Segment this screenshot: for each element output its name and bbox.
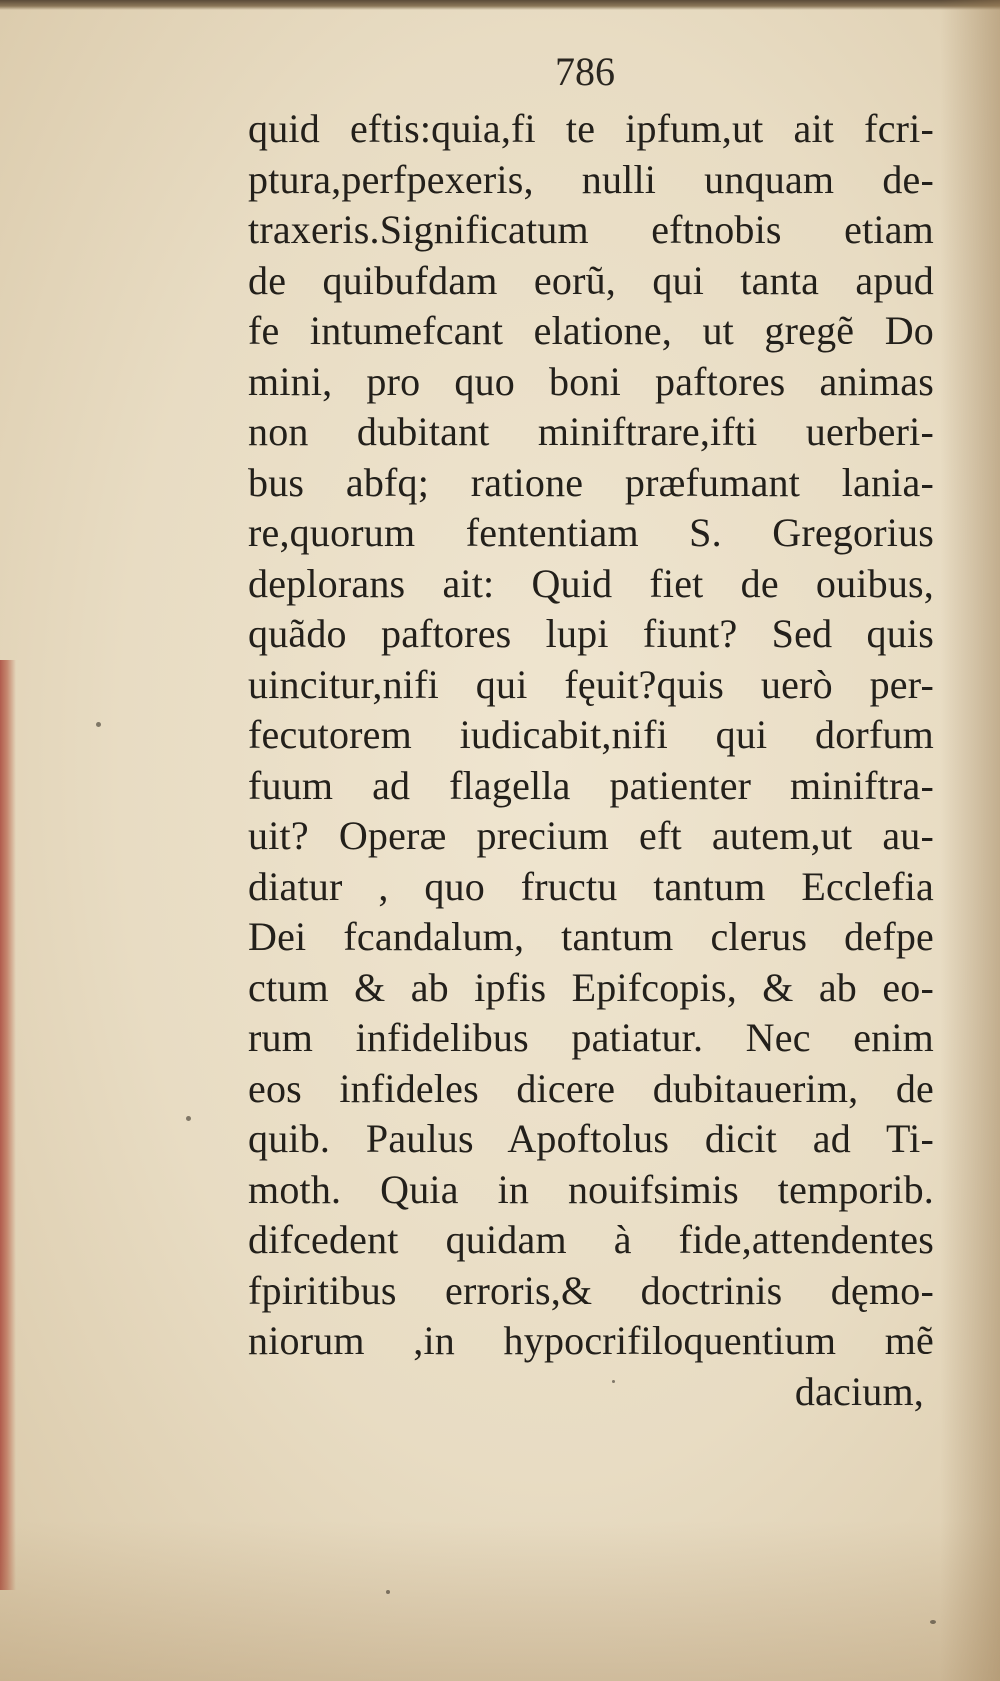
- text-line: difcedent quidam à fide,attendentes: [248, 1217, 934, 1262]
- text-line: diatur , quo fructu tantum Ecclefia: [248, 863, 934, 909]
- text-line: quib. Paulus Apoftolus dicit ad Ti-: [248, 1116, 934, 1161]
- text-line: fpiritibus erroris,& doctrinis dęmo-: [248, 1267, 934, 1313]
- latin-text-block: [248, 104, 934, 1417]
- text-line: eos infideles dicere dubitauerim, de: [248, 1065, 934, 1111]
- text-line: quid eftis:quia,fi te ipfum,ut ait fcri-: [248, 106, 934, 151]
- text-line: deplorans ait: Quid fiet de ouibus,: [248, 560, 934, 606]
- text-line: mini, pro quo boni paftores animas: [248, 358, 934, 404]
- text-line: ctum & ab ipfis Epifcopis, & ab eo-: [248, 964, 934, 1010]
- page-right-shadow: [940, 0, 1000, 1681]
- text-line: rum infidelibus patiatur. Nec enim: [248, 1015, 934, 1060]
- red-binding-edge: [0, 660, 16, 1590]
- catchword-line: dacium,: [794, 1368, 924, 1414]
- text-line: uit? Operæ precium eft autem,ut au-: [248, 813, 934, 858]
- text-line: quãdo paftores lupi fiunt? Sed quis: [248, 611, 934, 656]
- text-line: de quibufdam eorũ, qui tanta apud: [248, 257, 934, 303]
- text-line: fecutorem iudicabit,nifi qui dorfum: [248, 712, 934, 757]
- text-line: re,quorum fententiam S. Gregorius: [248, 510, 934, 555]
- page-top-edge: [0, 0, 1000, 10]
- text-line: fe intumefcant elatione, ut gregẽ Do: [248, 308, 934, 353]
- text-line: uincitur,nifi qui fęuit?quis uerò per-: [248, 661, 934, 707]
- text-line: non dubitant miniftrare,ifti uerberi-: [248, 409, 934, 454]
- text-line: moth. Quia in nouifsimis temporib.: [248, 1166, 934, 1212]
- text-line: ptura,perfpexeris, nulli unquam de-: [248, 156, 934, 202]
- page-number: 786: [555, 49, 615, 94]
- text-line: traxeris.Significatum eftnobis etiam: [248, 207, 934, 252]
- text-line: bus abfq; ratione præfumant lania-: [248, 459, 934, 505]
- text-line: niorum ,in hypocrifiloquentium mẽ: [248, 1318, 934, 1363]
- text-line: Dei fcandalum, tantum clerus defpe: [248, 914, 934, 959]
- page-bottom-shadow: [0, 1521, 1000, 1681]
- text-line: fuum ad flagella patienter miniftra-: [248, 762, 934, 808]
